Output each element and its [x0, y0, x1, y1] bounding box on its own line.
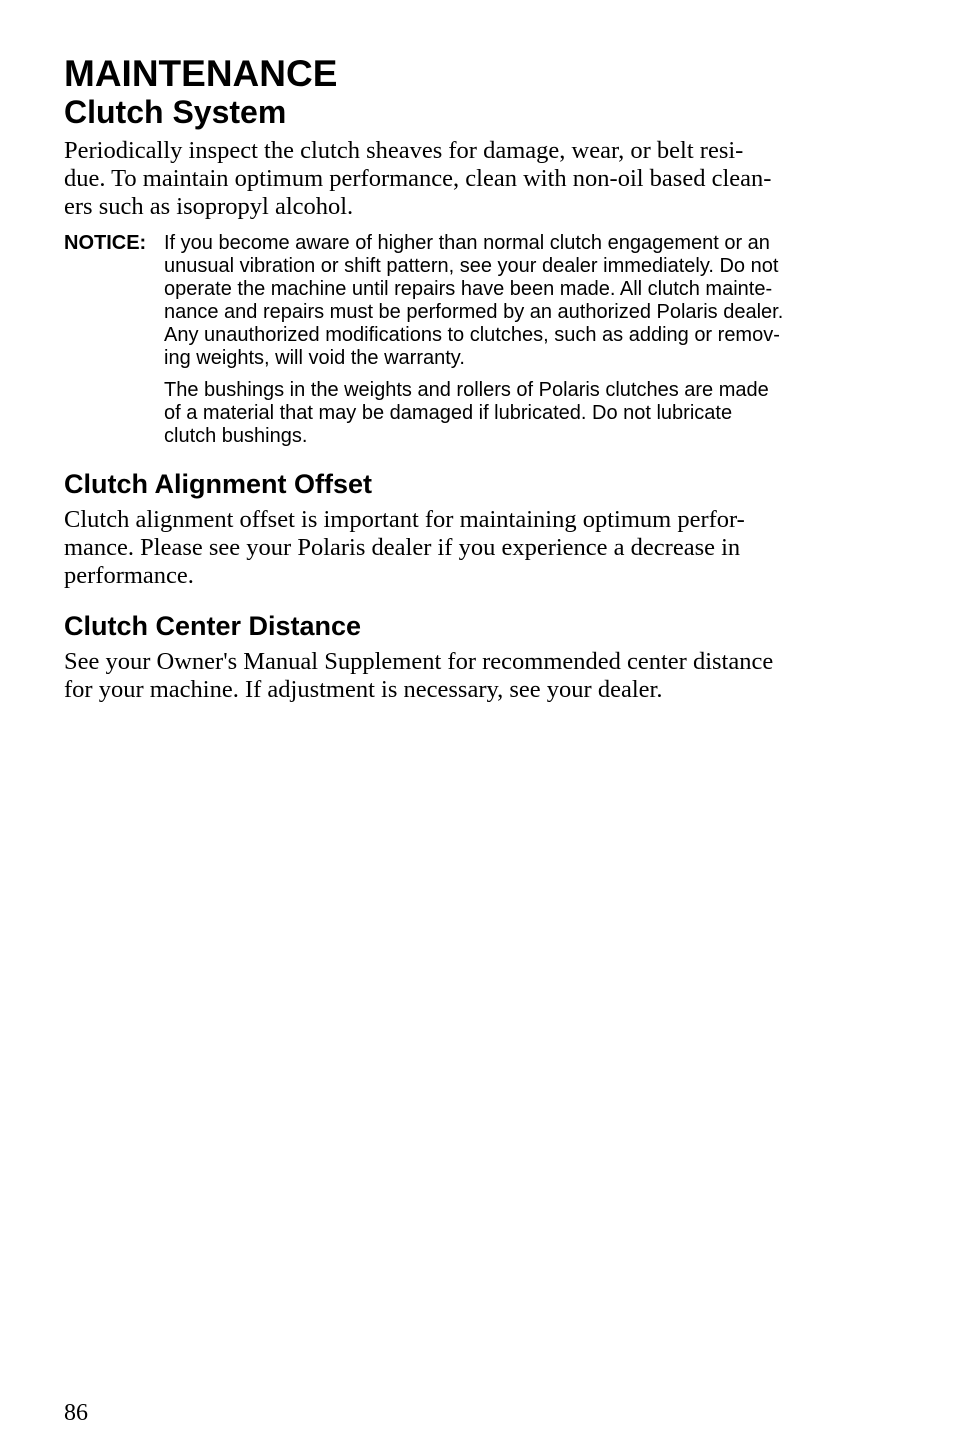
clutch-alignment-paragraph [64, 506, 864, 590]
text-line: ing weights, will void the warranty. [164, 347, 465, 369]
notice-paragraph-2 [164, 379, 864, 448]
section-title-clutch-alignment-offset: Clutch Alignment Offset [64, 469, 372, 499]
text-line: for your machine. If adjustment is necessary, see your dealer. [64, 676, 663, 703]
text-line: clutch bushings. [164, 425, 308, 447]
text-line: performance. [64, 562, 194, 589]
notice-block [64, 232, 864, 448]
notice-label: NOTICE: [64, 232, 147, 254]
text-line: nance and repairs must be performed by an authorized Polaris dealer. [164, 301, 784, 323]
notice-paragraph-1 [164, 232, 864, 370]
page-number: 86 [64, 1400, 88, 1426]
text-line: ers such as isopropyl alcohol. [64, 193, 354, 220]
text-line: Any unauthorized modifications to clutches, such as adding or remov- [164, 324, 780, 346]
text-line: mance. Please see your Polaris dealer if you experience a decrease in [64, 534, 741, 561]
text-line: Clutch alignment offset is important for maintaining optimum perfor- [64, 506, 745, 533]
text-line: of a material that may be damaged if lubricated. Do not lubricate [164, 402, 733, 424]
text-line: If you become aware of higher than normal clutch engagement or an [164, 232, 770, 254]
text-line: See your Owner's Manual Supplement for recommended center distance [64, 648, 774, 675]
text-line: due. To maintain optimum performance, clean with non-oil based clean- [64, 165, 772, 192]
clutch-system-paragraph [64, 137, 864, 221]
clutch-center-distance-paragraph [64, 648, 864, 704]
text-line: operate the machine until repairs have been made. All clutch mainte- [164, 278, 773, 300]
text-line: The bushings in the weights and rollers of Polaris clutches are made [164, 379, 769, 401]
text-line: unusual vibration or shift pattern, see your dealer immediately. Do not [164, 255, 779, 277]
manual-page [64, 54, 864, 704]
notice-body [164, 232, 864, 448]
section-title-clutch-center-distance: Clutch Center Distance [64, 611, 362, 641]
text-line: Periodically inspect the clutch sheaves for damage, wear, or belt resi- [64, 137, 744, 164]
chapter-title: MAINTENANCE [64, 53, 338, 94]
section-title-clutch-system: Clutch System [64, 94, 287, 130]
